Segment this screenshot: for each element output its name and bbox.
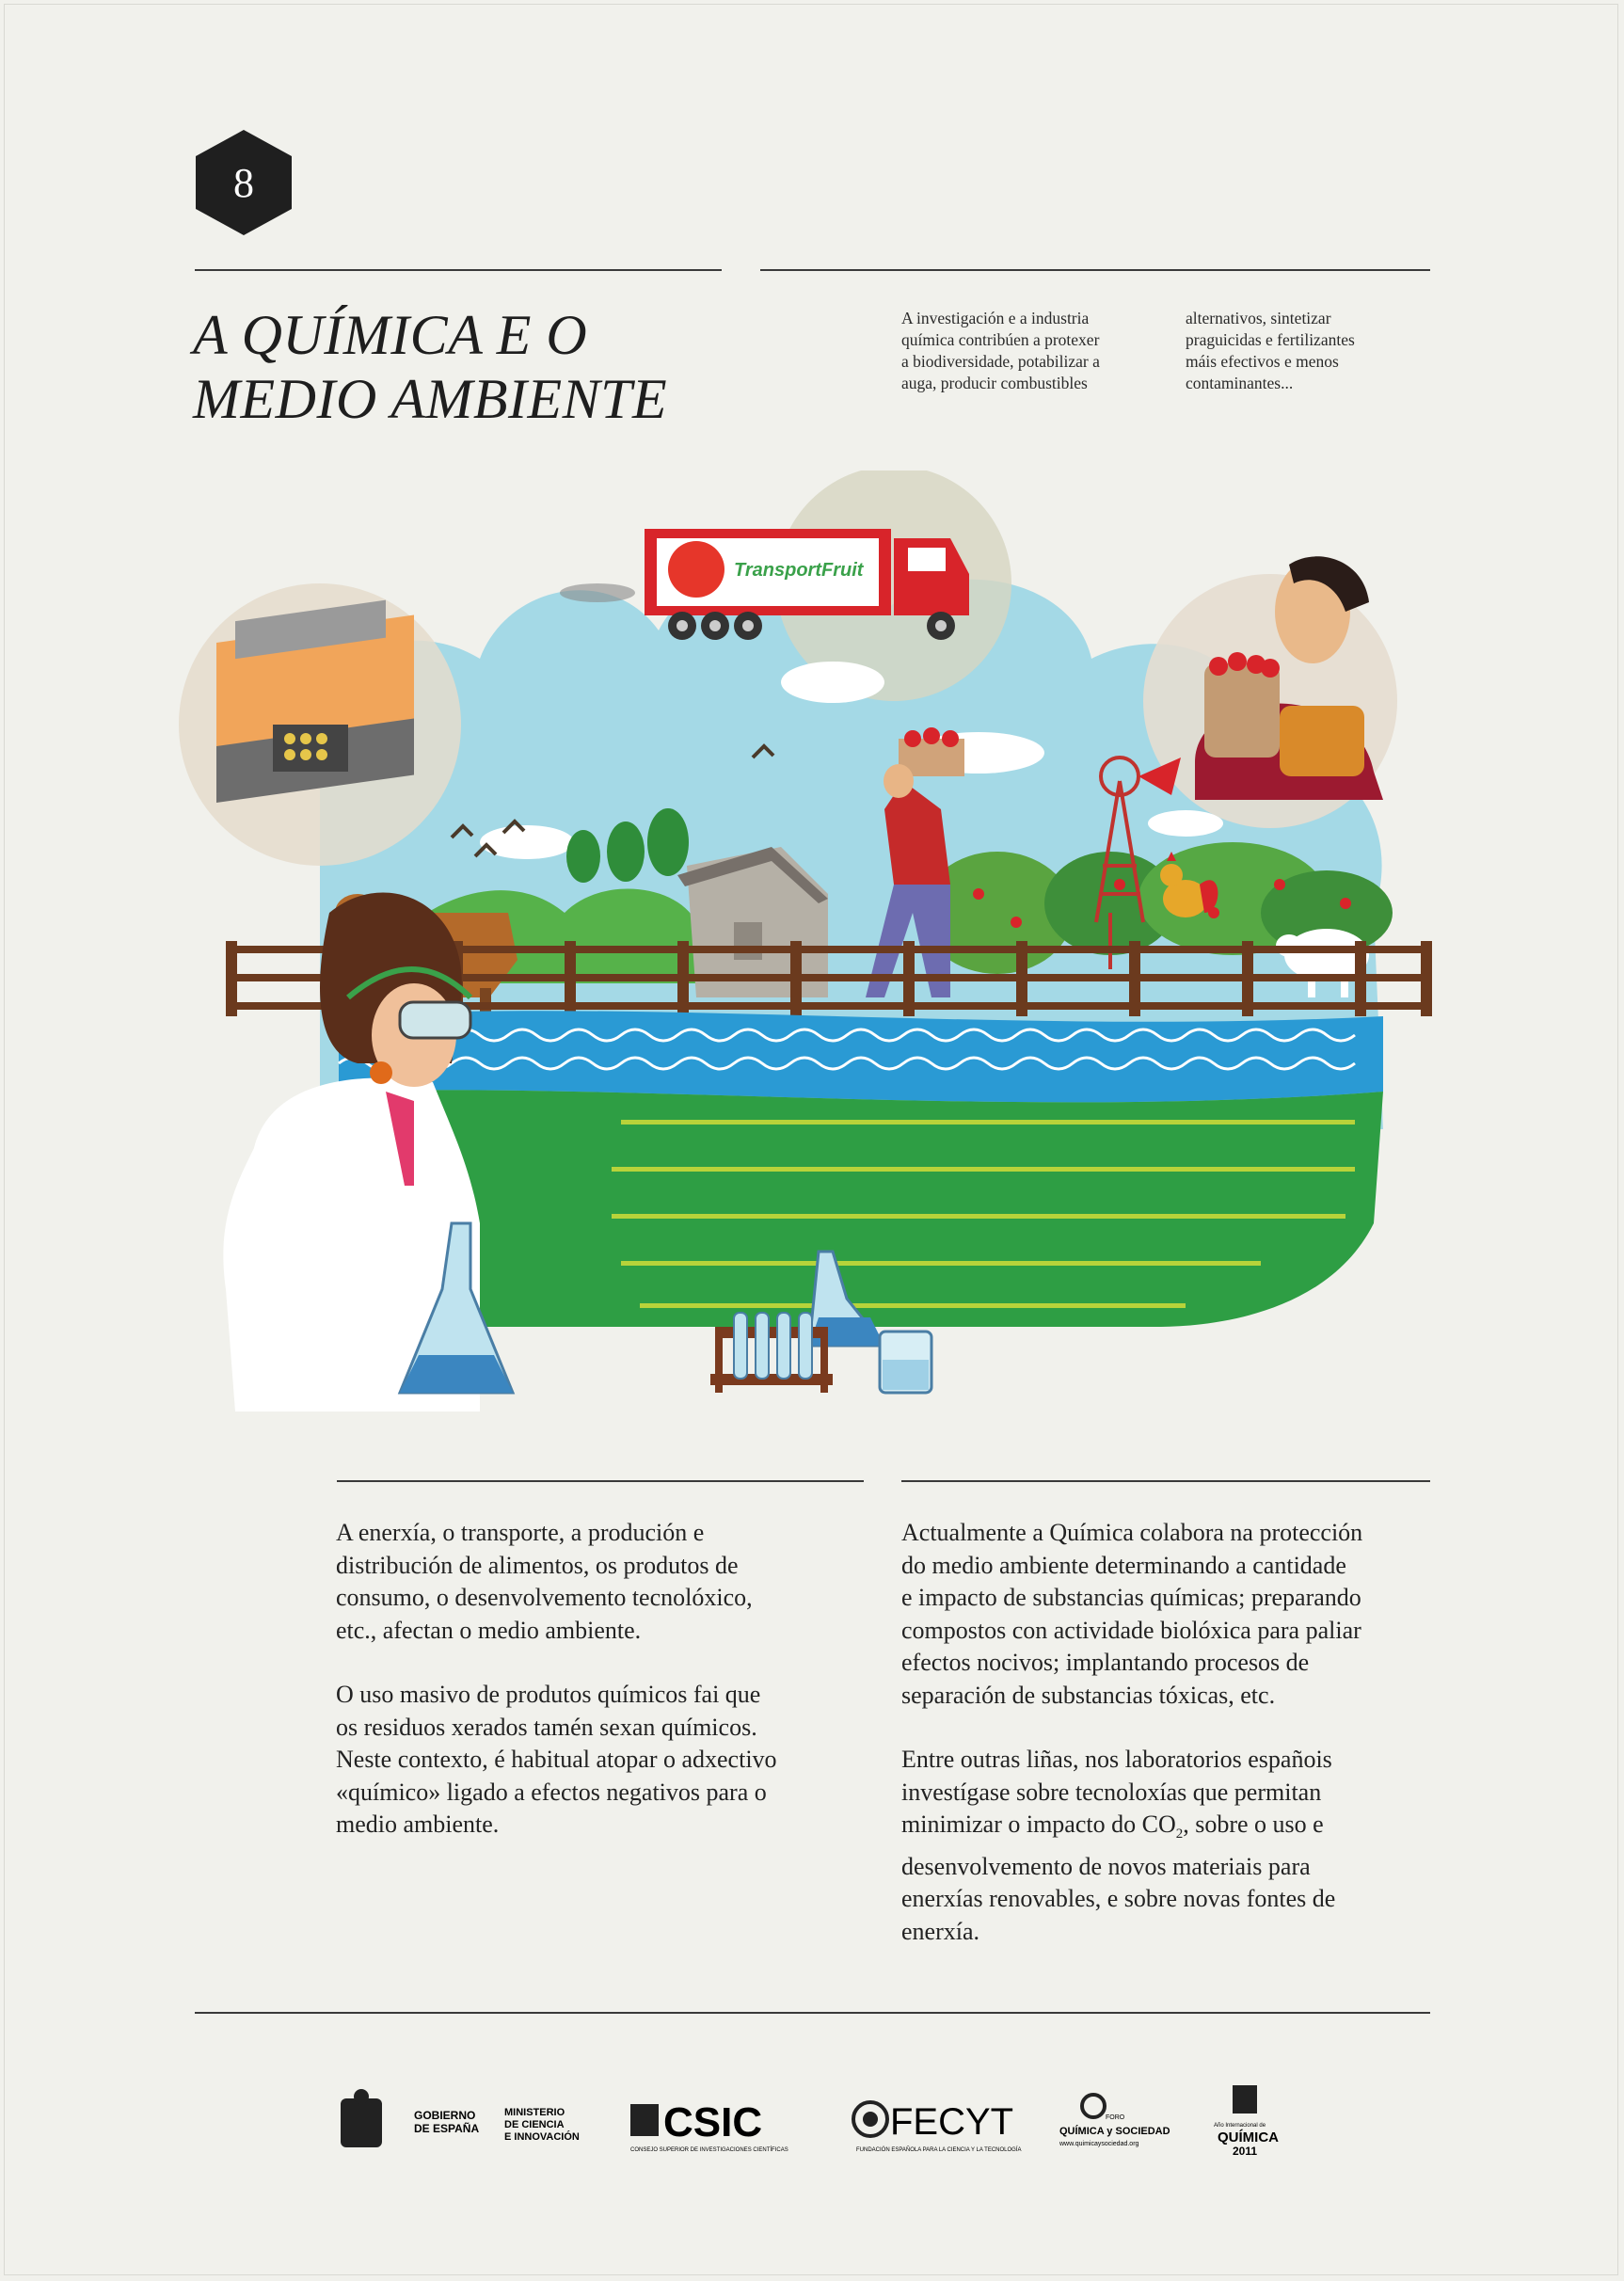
body-right-paragraph-2: [901, 1744, 1457, 1948]
mid-rule-right: [901, 1480, 1430, 1482]
logo-text: QUÍMICA y SOCIEDAD: [1059, 2126, 1170, 2137]
logo-text: QUÍMICA: [1218, 2129, 1279, 2145]
text-line: e impacto de substancias químicas; preparando: [901, 1584, 1361, 1611]
fecyt-logo: [853, 2101, 1022, 2153]
subscript: 2: [1175, 1826, 1184, 1842]
intro-line: praguicidas e fertilizantes: [1186, 330, 1355, 349]
logo-text: E INNOVACIÓN: [504, 2131, 580, 2143]
text-line: distribución de alimentos, os produtos de: [336, 1551, 739, 1579]
title-line-2: MEDIO AMBIENTE: [193, 368, 668, 430]
ano-internacional-quimica-logo: [1214, 2085, 1279, 2158]
logo-text: www.quimicaysociedad.org: [1059, 2141, 1139, 2147]
logo-text: GOBIERNO: [414, 2109, 476, 2122]
text-line: Actualmente a Química colabora na protección: [901, 1519, 1363, 1546]
text-line: investígase sobre tecnoloxías que permitan: [901, 1778, 1322, 1806]
ministerio-logo: [504, 2107, 580, 2143]
intro-line: alternativos, sintetizar: [1186, 309, 1331, 327]
intro-line: contaminantes...: [1186, 374, 1294, 392]
intro-line: auga, producir combustibles: [901, 374, 1088, 392]
text-line: medio ambiente.: [336, 1810, 500, 1838]
text-line: Entre outras liñas, nos laboratorios españois: [901, 1746, 1332, 1773]
section-number: 8: [233, 159, 254, 206]
top-rule-right: [760, 269, 1430, 271]
sponsor-logos: [329, 2080, 1289, 2164]
text-line: separación de substancias tóxicas, etc.: [901, 1681, 1276, 1709]
bottom-rule: [195, 2012, 1430, 2014]
text-line: enerxía.: [901, 1917, 980, 1945]
intro-line: a biodiversidade, potabilizar a: [901, 352, 1100, 371]
logo-text: FUNDACIÓN ESPAÑOLA PARA LA CIENCIA Y LA TECNOLOGÍA: [856, 2147, 1022, 2153]
intro-line: máis efectivos e menos: [1186, 352, 1339, 371]
crop-field: [339, 1090, 1383, 1327]
mid-rule-left: [337, 1480, 864, 1482]
text-line: consumo, o desenvolvemento tecnolóxico,: [336, 1584, 753, 1611]
text-line: do medio ambiente determinando a cantidade: [901, 1551, 1346, 1579]
body-right-paragraph-1: [901, 1517, 1457, 1712]
logo-text: 2011: [1233, 2145, 1258, 2158]
logo-text: FORO: [1106, 2114, 1125, 2121]
text-line: minimizar o impacto do CO: [901, 1810, 1176, 1838]
text-line: desenvolvemento de novos materiais para: [901, 1852, 1311, 1880]
intro-col-2: [1186, 308, 1355, 394]
logo-text: CSIC: [663, 2099, 763, 2145]
logo-text: FECYT: [890, 2101, 1014, 2143]
text-line: O uso masivo de produtos químicos fai que: [336, 1681, 761, 1708]
body-left-paragraph-2: [336, 1679, 882, 1842]
body-right-column: [901, 1517, 1457, 1980]
text-line: etc., afectan o medio ambiente.: [336, 1616, 642, 1644]
factory-machine-icon: [216, 600, 414, 803]
text-line: efectos nocivos; implantando procesos de: [901, 1649, 1310, 1676]
logo-text: DE CIENCIA: [504, 2119, 565, 2130]
environment-illustration: [169, 471, 1458, 1430]
logo-text: CONSEJO SUPERIOR DE INVESTIGACIONES CIENTÍFICAS: [630, 2147, 788, 2153]
beaker-icon: [880, 1332, 931, 1393]
page-title: [193, 303, 667, 431]
text-line: , sobre o uso e: [1183, 1810, 1324, 1838]
truck-sign: TransportFruit: [734, 560, 864, 581]
body-left-paragraph-1: [336, 1517, 882, 1647]
logo-text: MINISTERIO: [504, 2107, 565, 2118]
text-line: «químico» ligado a efectos negativos para o: [336, 1778, 767, 1806]
top-rule-left: [195, 269, 722, 271]
text-line: compostos con actividade biolóxica para paliar: [901, 1616, 1361, 1644]
intro-col-1: [901, 308, 1100, 394]
text-line: Neste contexto, é habitual atopar o adxectivo: [336, 1746, 777, 1773]
gobierno-logo: [341, 2089, 479, 2147]
foro-quimica-sociedad-logo: [1059, 2095, 1170, 2147]
text-line: os residuos xerados tamén sexan químicos.: [336, 1713, 757, 1741]
river: [339, 1011, 1383, 1102]
intro-line: química contribúen a protexer: [901, 330, 1100, 349]
text-line: enerxías renovables, e sobre novas fontes de: [901, 1885, 1336, 1913]
text-line: A enerxía, o transporte, a produción e: [336, 1519, 705, 1546]
body-left-column: [336, 1517, 882, 1874]
intro-line: A investigación e a industria: [901, 309, 1090, 327]
logo-text: DE ESPAÑA: [414, 2122, 480, 2135]
title-line-1: A QUÍMICA E O: [193, 304, 588, 366]
csic-logo: [630, 2099, 788, 2153]
logo-text: Año Internacional de: [1214, 2123, 1266, 2129]
